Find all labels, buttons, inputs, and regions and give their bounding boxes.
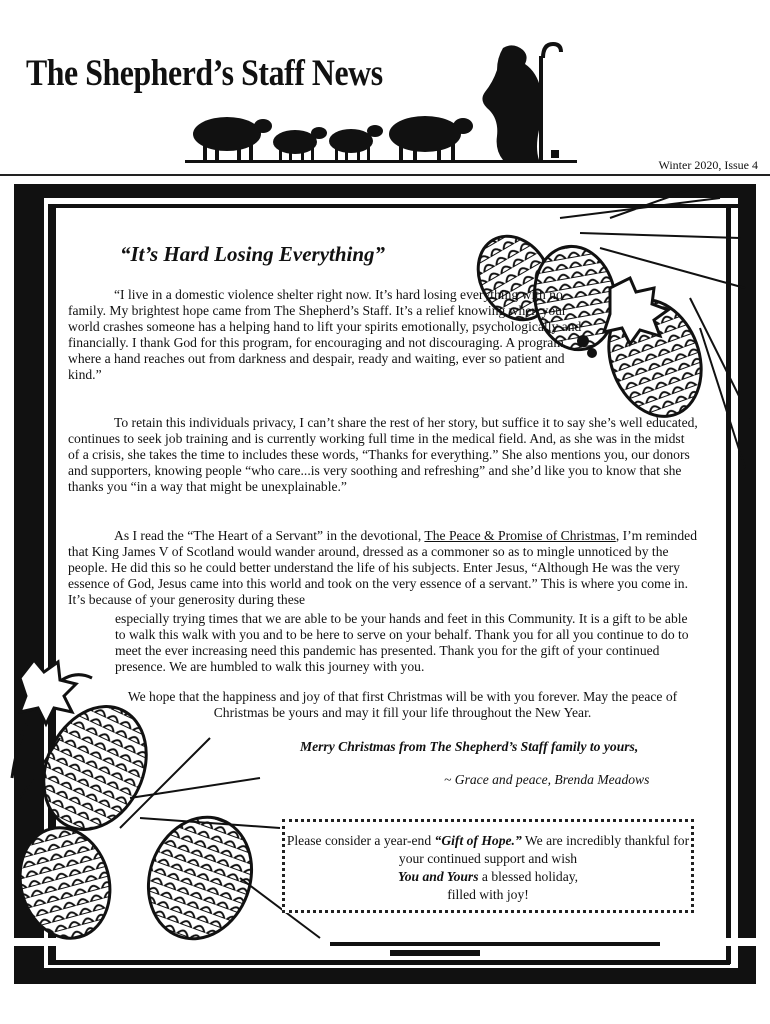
paragraph-text: To retain this individuals privacy, I can’t share the rest of her story, but suffice it to say she’s well educated, continues to seek job training and is currently working full time in the medical field. And, as she was in the midst of a crisis, she takes the time to includes these words, “Thanks for everything.” She also mentions you, our donors and supporters, knowing people “who care...is very soothing and refreshing” and she’d like you to know that she thanks you “in a way that might be unexplainable.” [68, 415, 698, 494]
you-and-yours: You and Yours [397, 869, 479, 884]
signature-line: ~ Grace and peace, Brenda Meadows [444, 772, 650, 787]
article-paragraph-blessing [120, 689, 685, 721]
callout-text: a blessed holiday, [478, 869, 579, 884]
callout-text: We are incredibly thankful for your continued support and wish [398, 833, 690, 866]
issue-label: Winter 2020, Issue 4 [658, 158, 758, 172]
paragraph-text: “I live in a domestic violence shelter right now. It’s hard losing everything with no family. My brightest hope came from The Shepherd’s Staff. It’s a relief knowing when your world crashes someone has a helping hand to lift your spirits emotionally, psychologically and financially. I thank God for this program, for encouraging and not discouraging. A program where a hand reaches out from darkness and despair, ready and waiting, ever so patient and kind.” [68, 287, 582, 382]
article-paragraph-quote [68, 287, 588, 383]
gift-name: “Gift of Hope.” [434, 833, 522, 848]
article-paragraph-servant-continued [115, 611, 695, 675]
callout-line-1 [285, 832, 691, 868]
article-paragraph-servant [68, 528, 698, 608]
callout-line-2 [285, 868, 691, 886]
paragraph-text: , I’m reminded that King James V of Scotland would wander around, dressed as a commoner so as to mingle unnoticed by the people. He did this so he could better understand the life of his subjects. Enter Jesus, “Although He was the very essence of God, Jesus came into this world and took on the very essence of a servant.” This is where you come in. It’s because of your generosity during these [68, 528, 697, 607]
paragraph-text: especially trying times that we are able to be your hands and feet in this Community. It is a gift to be able to walk this walk with you and to be here to serve on your behalf. Thank you for all you continue to do to meet the ever increasing need this pandemic has presented. Thank you for the gift of your continued presence. We are humbled to walk this journey with you. [115, 611, 689, 674]
masthead-divider [0, 174, 770, 176]
paragraph-text: As I read the “The Heart of a Servant” in the devotional, [114, 528, 425, 543]
paragraph-text: We hope that the happiness and joy of that first Christmas will be with you forever. May the peace of Christmas be yours and may it fill your life throughout the New Year. [127, 689, 678, 720]
shepherd-with-sheep-silhouette-icon [185, 38, 590, 168]
gift-of-hope-callout [282, 819, 694, 913]
callout-line-3: filled with joy! [447, 887, 529, 902]
closing-line: Merry Christmas from The Shepherd’s Staff family to yours, [300, 739, 639, 754]
book-title: The Peace & Promise of Christmas [424, 528, 616, 543]
article-title: “It’s Hard Losing Everything” [120, 242, 386, 266]
article-paragraph-privacy [68, 415, 698, 495]
newsletter-title: The Shepherd’s Staff News [26, 53, 383, 94]
callout-text: Please consider a year-end [286, 833, 435, 848]
